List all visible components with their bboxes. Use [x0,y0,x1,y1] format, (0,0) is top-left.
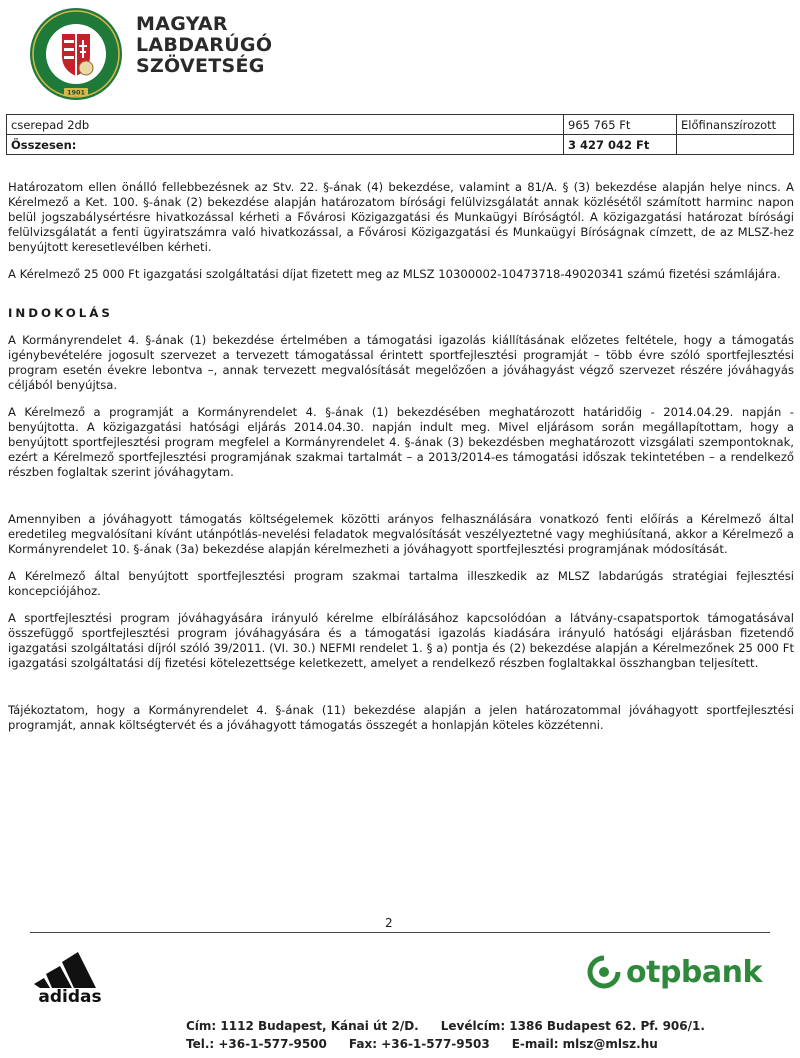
document-body [8,180,794,733]
paragraph-justification-3: Amennyiben a jóváhagyott támogatás költségelemek közötti arányos felhasználására vonatkozó fenti előírás a Kérelmező által eredetileg megvalósítani kívánt utánpótlás-nevelési feladatok megvalósítását veszélyeztetné vagy meghiúsítaná, akkor a Kérelmező a Kormányrendelet 10. §-ának (3a) bekezdése alapján kérelmezheti a jóváhagyott sportfejlesztési programjának módosítását. [8,512,794,556]
table-cell-note: Előfinanszírozott [677,115,794,135]
paragraph-fee: A Kérelmező 25 000 Ft igazgatási szolgáltatási díjat fizetett meg az MLSZ 10300002-10473718-49020341 számú fizetési számlájára. [8,267,781,281]
paragraph-justification-2: A Kérelmező a programját a Kormányrendelet 4. §-ának (1) bekezdésében meghatározott határidőig - 2014.04.29. napján - benyújtotta. A közigazgatási hatósági eljárás 2014.04.30. napján indult meg. Mivel eljárásom során megállapítottam, hogy a benyújtott sportfejlesztési program megfelel a Kormányrendelet 4. §-ának (3) bekezdésben meghatározott vizsgálati szempontoknak, ezért a Kérelmező sportfejlesztési programjának szakmai tartalmát – a 2013/2014-es támogatási időszak tekintetében – a rendelkező részben foglaltak szerint jóváhagytam. [8,405,794,479]
otp-wordmark: otpbank [626,954,762,990]
otp-swirl-icon [586,954,622,990]
seal-year: 1901 [66,88,86,97]
org-name-line2: LABDARÚGÓ [136,34,273,56]
contact-info [186,1017,705,1053]
otp-bank-logo [586,950,766,994]
fax-text: Fax: +36-1-577-9503 [348,1037,490,1051]
mail-address-text: Levélcím: 1386 Budapest 62. Pf. 906/1. [440,1019,705,1033]
adidas-wordmark: adidas [38,987,102,1006]
paragraph-justification-1: A Kormányrendelet 4. §-ának (1) bekezdése értelmében a támogatási igazolás kiállításának előzetes feltétele, hogy a támogatás igénybevételére jogosult szervezet a tervezett támogatással érintett sportfejlesztési programját – több évre szóló sportfejlesztési program esetén évekre lebontva –, annak tervezett megvalósítását megelőzően a jóváhagyást végző szervezet részére jóváhagyás céljából benyújtsa. [8,333,794,392]
table-cell-item: Összesen: [7,135,564,155]
table-cell-note [677,135,794,155]
table-cell-amount: 965 765 Ft [564,115,677,135]
address-text: Cím: 1112 Budapest, Kánai út 2/D. [186,1019,419,1033]
organization-name [136,14,272,77]
phone-text: Tel.: +36-1-577-9500 [186,1037,327,1051]
table-cell-item: cserepad 2db [7,115,564,135]
table-cell-amount: 3 427 042 Ft [564,135,677,155]
letterhead [28,6,272,106]
budget-table [6,114,794,155]
adidas-logo [24,944,116,1006]
table-row [7,115,794,135]
org-name-line3: SZÖVETSÉG [136,55,265,77]
org-name-line1: MAGYAR [136,13,228,35]
page-number: 2 [385,916,393,930]
paragraph-notice: Tájékoztatom, hogy a Kormányrendelet 4. §-ának (11) bekezdése alapján a jelen határozatommal jóváhagyott sportfejlesztési programját, annak költségtervét és a jóváhagyott támogatás összegét a honlapján köteles közzétenni. [8,703,794,732]
section-heading: INDOKOLÁS [8,306,113,320]
paragraph-appeal: Határozatom ellen önálló fellebbezésnek az Stv. 22. §-ának (4) bekezdése, valamint a 81/A. § (3) bekezdése alapján helye nincs. A Kérelmező a Ket. 100. §-ának (2) bekezdése alapján határozatom bírósági felülvizsgálatát annak közlésétől számított harminc napon belül jogszabálysértésre hivatkozással kérheti a Fővárosi Közigazgatási és Munkaügyi Bíróságtól. A közigazgatási határozat bírósági felülvizsgálatát a fenti ügyiratszámra való hivatkozással, a Fővárosi Közigazgatási és Munkaügyi Bíróságnak címzett, de az MLSZ-hez benyújtott keresetlevélben kérheti. [8,180,794,254]
footer-divider [30,932,770,933]
paragraph-justification-5: A sportfejlesztési program jóváhagyására irányuló kérelme elbírálásához kapcsolódóan a látvány-csapatsportok támogatásával összefüggő sportfejlesztési program jóváhagyására és a támogatási igazolás kiadására irányuló hatósági eljárásban fizetendő igazgatási szolgáltatási díjról szóló 39/2011. (VI. 30.) NEFMI rendelet 1. § a) pontja és (2) bekezdése alapján a Kérelmezőnek 25 000 Ft igazgatási szolgáltatási díj fizetési kötelezettsége keletkezett, amelyet a rendelkező részben foglaltakkal összhangban teljesített. [8,611,794,670]
paragraph-justification-4: A Kérelmező által benyújtott sportfejlesztési program szakmai tartalma illeszkedik az MLSZ labdarúgás stratégiai fejlesztési koncepciójához. [8,569,794,598]
mlsz-seal-logo [28,6,124,102]
email-text: E-mail: mlsz@mlsz.hu [511,1037,658,1051]
table-row [7,135,794,155]
